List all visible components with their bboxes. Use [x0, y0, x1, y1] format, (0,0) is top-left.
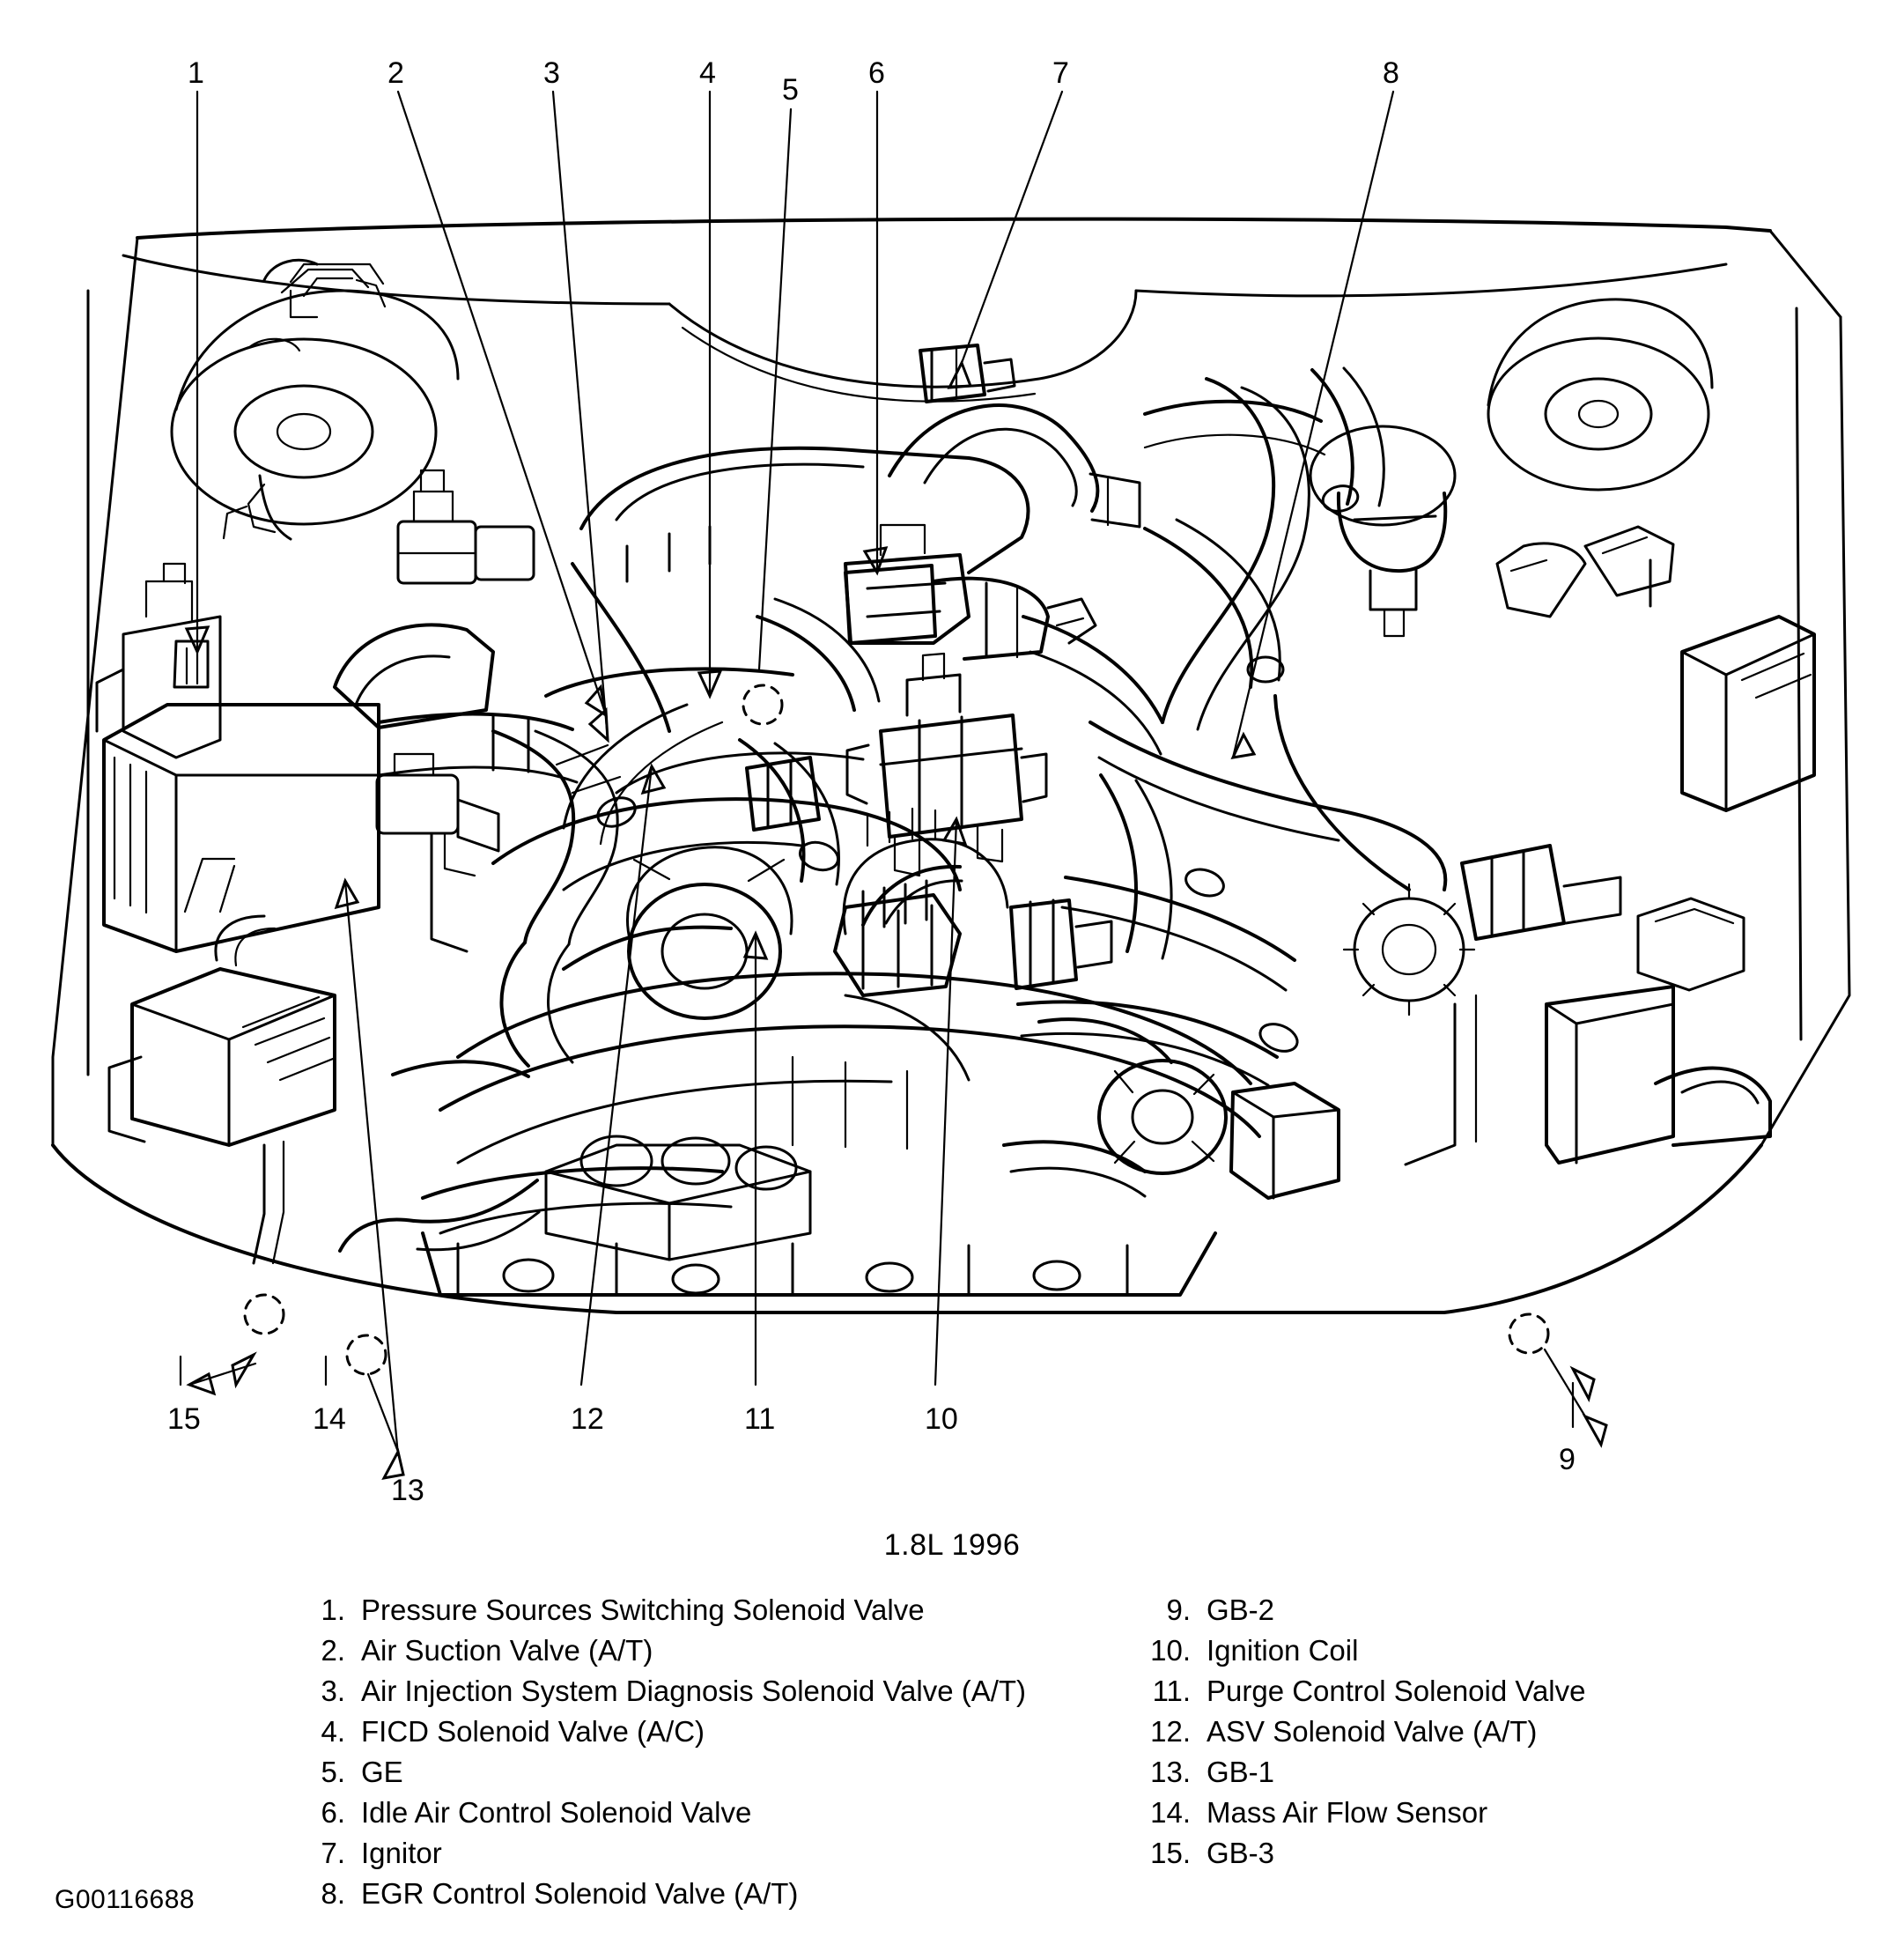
legend-index: 4. — [321, 1715, 345, 1748]
callout-10: 10 — [925, 1402, 958, 1436]
callout-11: 11 — [744, 1402, 776, 1436]
ground-point-gb3 — [245, 1295, 284, 1334]
legend-label: Ignitor — [361, 1837, 442, 1869]
legend-label: Pressure Sources Switching Solenoid Valve — [361, 1593, 925, 1626]
legend-label: GE — [361, 1756, 403, 1788]
legend-item — [291, 1590, 1083, 1630]
legend-label: EGR Control Solenoid Valve (A/T) — [361, 1877, 799, 1910]
vacuum-hose-routing — [1018, 368, 1445, 1085]
callout-6: 6 — [868, 56, 885, 90]
legend-item — [291, 1874, 1083, 1914]
legend-index: 1. — [321, 1593, 345, 1626]
legend-label: GB-1 — [1207, 1756, 1275, 1788]
right-engine-bay-components — [1310, 299, 1814, 1165]
legend-label: Idle Air Control Solenoid Valve — [361, 1796, 752, 1829]
legend-label: Air Suction Valve (A/T) — [361, 1634, 653, 1667]
legend-label: Purge Control Solenoid Valve — [1207, 1675, 1586, 1707]
left-lower-hoses — [340, 599, 879, 1251]
legend-index: 10. — [1150, 1634, 1191, 1667]
legend-label: GB-2 — [1207, 1593, 1275, 1626]
callout-1: 1 — [188, 56, 204, 90]
engine-block-lower — [423, 809, 1339, 1295]
legend-index: 7. — [321, 1837, 345, 1869]
legend-label: GB-3 — [1207, 1837, 1275, 1869]
ground-point-ge — [743, 685, 782, 724]
callout-2: 2 — [387, 56, 404, 90]
legend-label: Mass Air Flow Sensor — [1207, 1796, 1488, 1829]
callout-8: 8 — [1383, 56, 1399, 90]
legend — [291, 1590, 1700, 1914]
legend-item — [1136, 1671, 1682, 1712]
legend-label: Ignition Coil — [1207, 1634, 1359, 1667]
callout-7: 7 — [1052, 56, 1069, 90]
legend-item — [291, 1712, 1083, 1752]
figure-id: G00116688 — [55, 1885, 196, 1914]
legend-index: 8. — [321, 1877, 345, 1910]
legend-index: 15. — [1150, 1837, 1191, 1869]
ground-point-gb1 — [347, 1335, 386, 1374]
callout-13: 13 — [391, 1474, 424, 1507]
legend-item — [291, 1671, 1083, 1712]
callout-4: 4 — [699, 56, 716, 90]
legend-label: FICD Solenoid Valve (A/C) — [361, 1715, 705, 1748]
legend-item — [1136, 1833, 1682, 1874]
legend-index: 13. — [1150, 1756, 1191, 1788]
legend-label: Air Injection System Diagnosis Solenoid Valve (A/T) — [361, 1675, 1027, 1707]
legend-index: 2. — [321, 1634, 345, 1667]
callout-leader-lines — [181, 92, 1606, 1478]
callout-12: 12 — [571, 1402, 604, 1436]
legend-item — [291, 1793, 1083, 1833]
legend-item — [1136, 1630, 1682, 1671]
left-engine-bay-components — [97, 260, 620, 1263]
callout-9: 9 — [1559, 1443, 1576, 1476]
legend-index: 14. — [1150, 1796, 1191, 1829]
callout-14: 14 — [313, 1402, 346, 1436]
legend-index: 3. — [321, 1675, 345, 1707]
ground-point-gb2 — [1509, 1314, 1548, 1353]
legend-index: 11. — [1152, 1675, 1191, 1707]
legend-item — [1136, 1590, 1682, 1630]
callout-15: 15 — [167, 1402, 201, 1436]
legend-item — [1136, 1752, 1682, 1793]
legend-column-left — [291, 1590, 1083, 1914]
legend-index: 9. — [1166, 1593, 1191, 1626]
legend-item — [291, 1630, 1083, 1671]
legend-index: 5. — [321, 1756, 345, 1788]
legend-label: ASV Solenoid Valve (A/T) — [1207, 1715, 1538, 1748]
callout-3: 3 — [543, 56, 560, 90]
legend-item — [1136, 1712, 1682, 1752]
callout-5: 5 — [782, 73, 799, 107]
figure-caption: 1.8L 1996 — [883, 1528, 1021, 1562]
legend-item — [1136, 1793, 1682, 1833]
legend-index: 6. — [321, 1796, 345, 1829]
legend-index: 12. — [1150, 1715, 1191, 1748]
legend-item — [291, 1833, 1083, 1874]
legend-item — [291, 1752, 1083, 1793]
legend-column-right — [1136, 1590, 1682, 1914]
